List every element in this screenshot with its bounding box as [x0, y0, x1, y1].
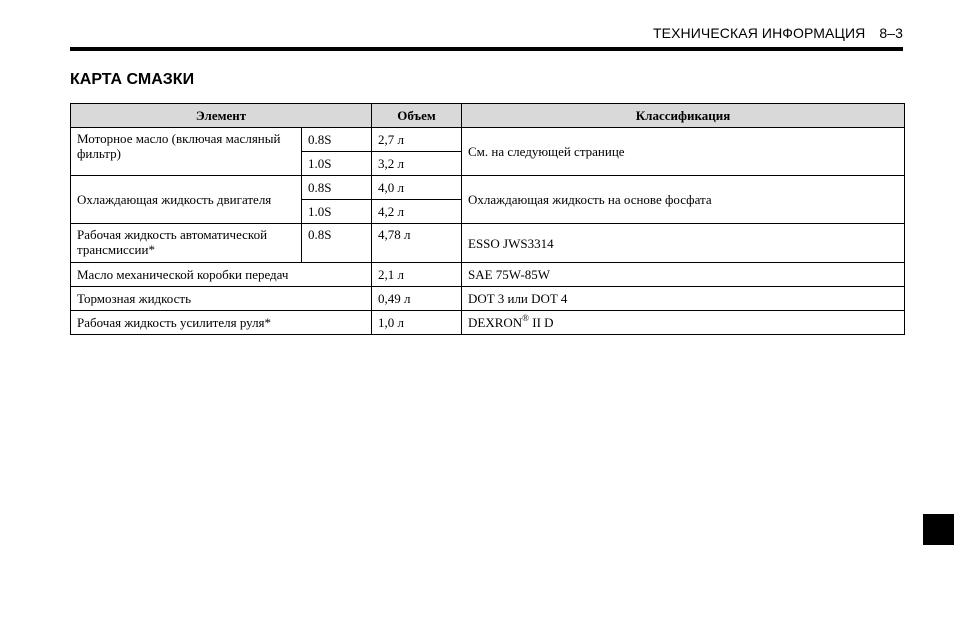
engine-oil-volume-1: 2,7 л	[372, 128, 462, 152]
manual-gear-oil-volume: 2,1 л	[372, 263, 462, 287]
table-header-row	[71, 104, 905, 128]
running-section-title: ТЕХНИЧЕСКАЯ ИНФОРМАЦИЯ	[653, 25, 866, 41]
atf-classification: ESSO JWS3314	[462, 224, 905, 263]
atf-volume: 4,78 л	[372, 224, 462, 263]
page-header	[653, 25, 903, 41]
brake-fluid-volume: 0,49 л	[372, 287, 462, 311]
page-number: 8–3	[879, 25, 903, 41]
registered-mark: ®	[522, 312, 530, 323]
table-row-coolant	[71, 176, 905, 200]
coolant-volume-1: 4,0 л	[372, 176, 462, 200]
power-steering-volume: 1,0 л	[372, 311, 462, 335]
brake-fluid-classification: DOT 3 или DOT 4	[462, 287, 905, 311]
atf-variant: 0.8S	[302, 224, 372, 263]
coolant-classification: Охлаждающая жидкость на основе фосфата	[462, 176, 905, 224]
column-header-element: Элемент	[71, 104, 372, 128]
table-row-atf	[71, 224, 905, 263]
lubrication-table	[70, 103, 905, 335]
atf-label: Рабочая жидкость автоматической трансмиссии*	[71, 224, 302, 263]
column-header-classification: Классификация	[462, 104, 905, 128]
table-row-brake-fluid	[71, 287, 905, 311]
header-rule	[70, 47, 903, 51]
power-steering-classification	[462, 311, 905, 335]
section-title: КАРТА СМАЗКИ	[70, 71, 195, 88]
chapter-thumb-tab	[923, 514, 954, 545]
coolant-label: Охлаждающая жидкость двигателя	[71, 176, 302, 224]
engine-oil-label: Моторное масло (включая масляный фильтр)	[71, 128, 302, 176]
manual-gear-oil-label: Масло механической коробки передач	[71, 263, 372, 287]
table-row-power-steering	[71, 311, 905, 335]
brake-fluid-label: Тормозная жидкость	[71, 287, 372, 311]
power-steering-classification-suffix: II D	[529, 315, 554, 330]
table-row-manual-gear-oil	[71, 263, 905, 287]
coolant-variant-2: 1.0S	[302, 200, 372, 224]
table-row-engine-oil	[71, 128, 905, 152]
column-header-volume: Объем	[372, 104, 462, 128]
power-steering-label: Рабочая жидкость усилителя руля*	[71, 311, 372, 335]
engine-oil-classification: См. на следующей странице	[462, 128, 905, 176]
engine-oil-variant-1: 0.8S	[302, 128, 372, 152]
coolant-volume-2: 4,2 л	[372, 200, 462, 224]
manual-gear-oil-classification: SAE 75W-85W	[462, 263, 905, 287]
engine-oil-variant-2: 1.0S	[302, 152, 372, 176]
coolant-variant-1: 0.8S	[302, 176, 372, 200]
engine-oil-volume-2: 3,2 л	[372, 152, 462, 176]
power-steering-classification-main: DEXRON	[468, 315, 523, 330]
